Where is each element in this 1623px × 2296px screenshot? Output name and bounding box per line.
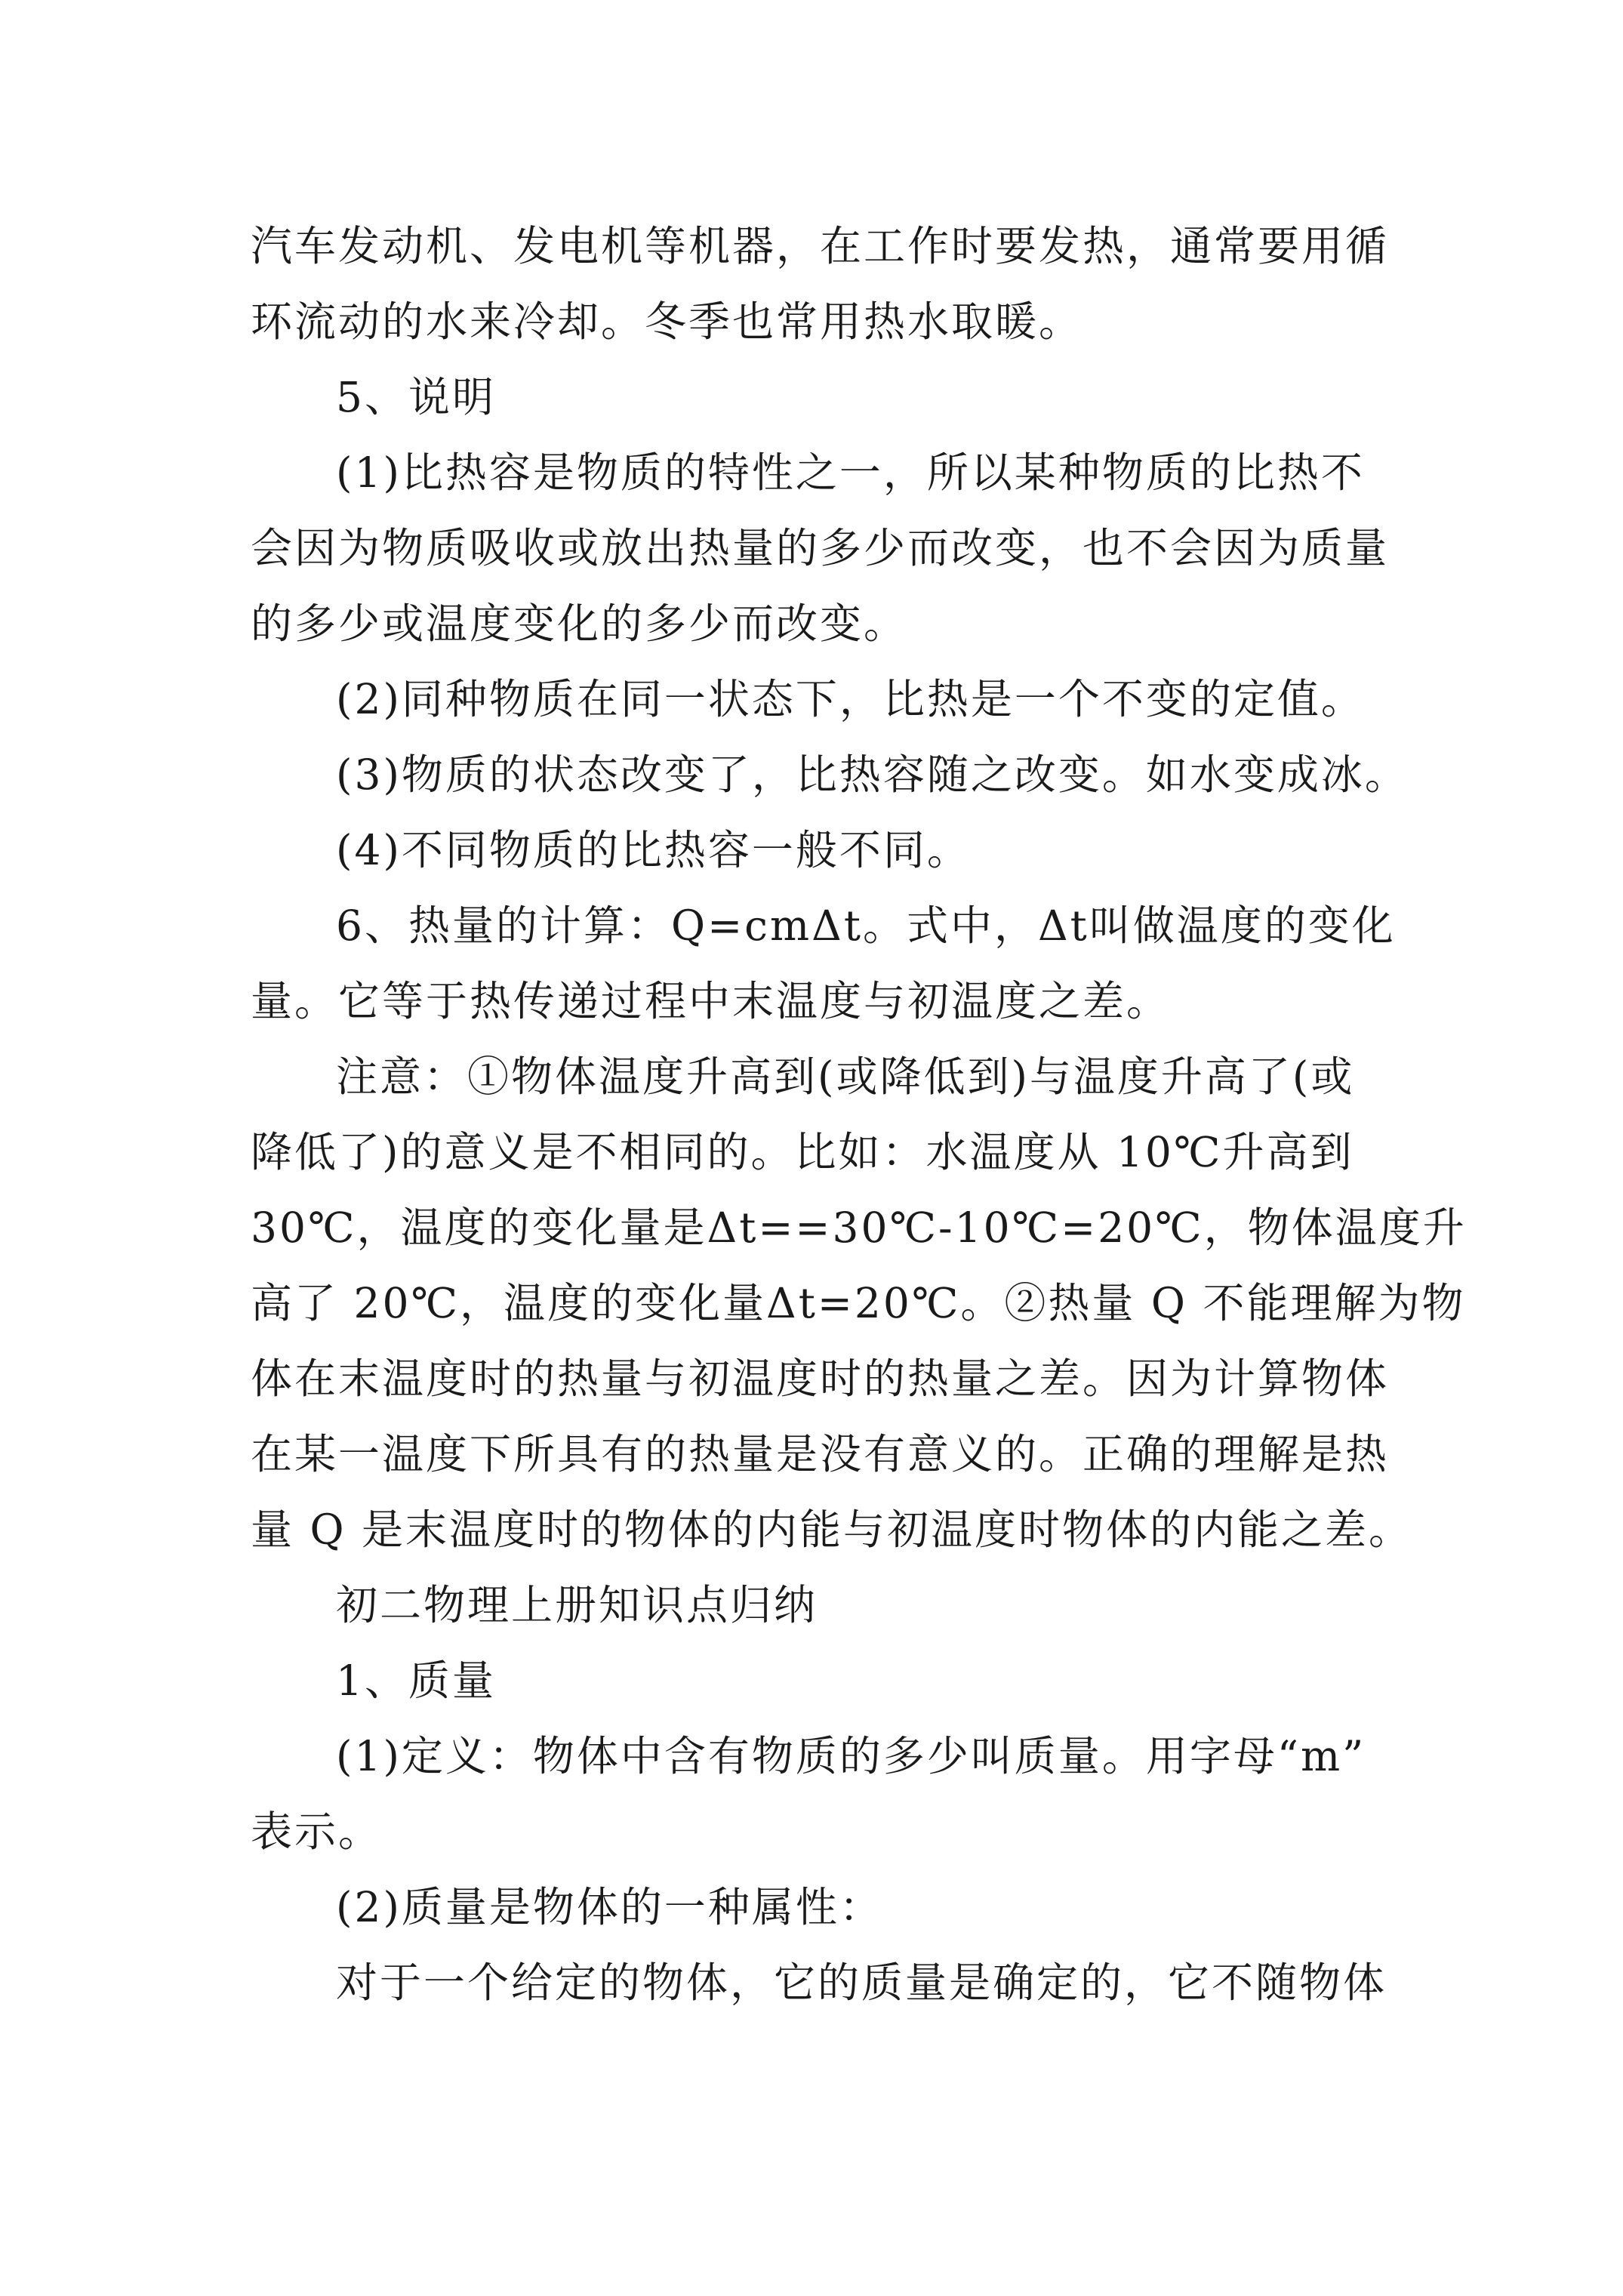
paragraph-line: 表示。 [251,1808,383,1856]
paragraph-line: 体在末温度时的热量与初温度时的热量之差。因为计算物体 [251,1354,1390,1403]
paragraph-line: 注意：①物体温度升高到(或降低到)与温度升高了(或 [336,1052,1355,1101]
paragraph-line: (2)同种物质在同一状态下，比热是一个不变的定值。 [336,675,1365,723]
paragraph-line: 30℃，温度的变化量是Δt==30℃-10℃=20℃，物体温度升 [251,1203,1467,1252]
paragraph-line: 6、热量的计算：Q=cmΔt。式中，Δt叫做温度的变化 [336,901,1396,950]
paragraph-line: (4)不同物质的比热容一般不同。 [336,826,971,874]
paragraph-line: (3)物质的状态改变了，比热容随之改变。如水变成冰。 [336,750,1409,799]
paragraph-line: (2)质量是物体的一种属性： [336,1883,883,1931]
paragraph-line: 量 Q 是末温度时的物体的内能与初温度时物体的内能之差。 [251,1505,1413,1554]
section-heading: 5、说明 [336,373,496,421]
paragraph-line: 的多少或温度变化的多少而改变。 [251,599,908,648]
paragraph-line: 量。它等于热传递过程中末温度与初温度之差。 [251,977,1171,1025]
paragraph-line: 高了 20℃，温度的变化量Δt=20℃。②热量 Q 不能理解为物 [251,1279,1466,1327]
paragraph-line: 会因为物质吸收或放出热量的多少而改变，也不会因为质量 [251,524,1390,572]
paragraph-line: 汽车发动机、发电机等机器，在工作时要发热，通常要用循 [251,222,1390,270]
paragraph-line: 环流动的水来冷却。冬季也常用热水取暖。 [251,297,1083,346]
paragraph-line: (1)定义：物体中含有物质的多少叫质量。用字母“m” [336,1732,1366,1780]
paragraph-line: (1)比热容是物质的特性之一，所以某种物质的比热不 [336,448,1365,497]
paragraph-line: 在某一温度下所具有的热量是没有意义的。正确的理解是热 [251,1430,1390,1478]
paragraph-line: 对于一个给定的物体，它的质量是确定的，它不随物体 [336,1959,1387,2007]
section-heading: 1、质量 [336,1657,496,1705]
paragraph-line: 降低了)的意义是不相同的。比如：水温度从 10℃升高到 [251,1128,1354,1176]
section-title: 初二物理上册知识点归纳 [336,1581,818,1629]
